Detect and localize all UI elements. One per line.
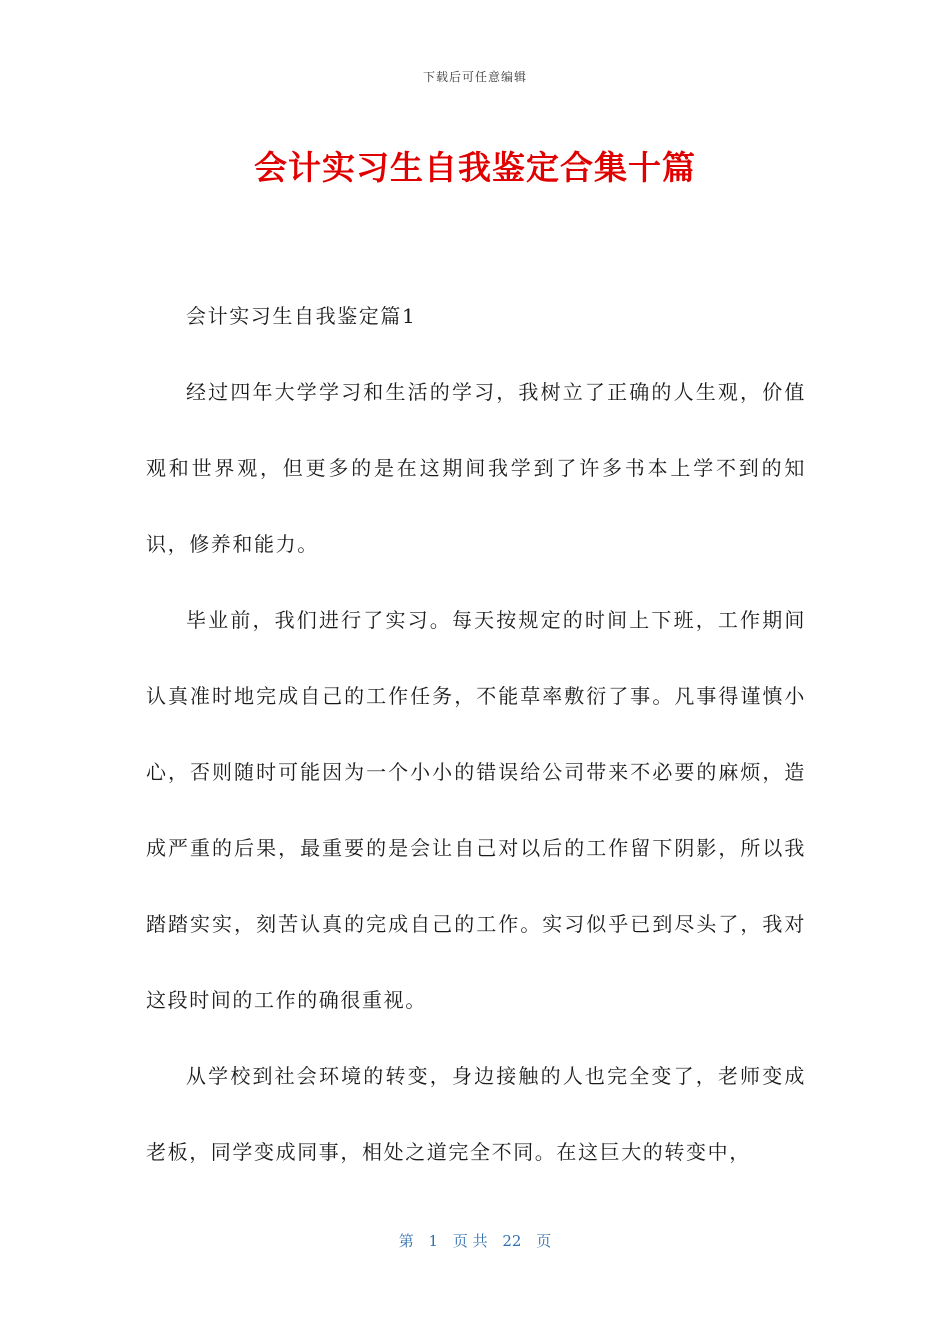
paragraph-1: 经过四年大学学习和生活的学习，我树立了正确的人生观，价值观和世界观，但更多的是在这期间我学到了许多书本上学不到的知识，修养和能力。 (146, 380, 806, 556)
paragraph-3: 从学校到社会环境的转变，身边接触的人也完全变了，老师变成老板，同学变成同事，相处之道完全不同。在这巨大的转变中， (146, 1064, 806, 1164)
paragraph-2: 毕业前，我们进行了实习。每天按规定的时间上下班，工作期间认真准时地完成自己的工作任务，不能草率敷衍了事。凡事得谨慎小心，否则随时可能因为一个小小的错误给公司带来不必要的麻烦，造成严重的后果，最重要的是会让自己对以后的工作留下阴影，所以我踏踏实实，刻苦认真的完成自己的工作。实习似乎已到尽头了，我对这段时间的工作的确很重视。 (146, 608, 806, 1012)
section-heading: 会计实习生自我鉴定篇1 (186, 304, 417, 328)
footer-suffix: 页 (536, 1232, 552, 1250)
document-title: 会计实习生自我鉴定合集十篇 (254, 148, 696, 187)
footer-total-pages: 22 (502, 1232, 522, 1250)
footer-current-page: 1 (428, 1232, 439, 1250)
header-note: 下载后可任意编辑 (422, 70, 527, 84)
footer-prefix: 第 (398, 1232, 414, 1250)
footer-mid: 页 共 (452, 1232, 488, 1250)
document-body (146, 278, 806, 1190)
page-footer (0, 1230, 950, 1251)
